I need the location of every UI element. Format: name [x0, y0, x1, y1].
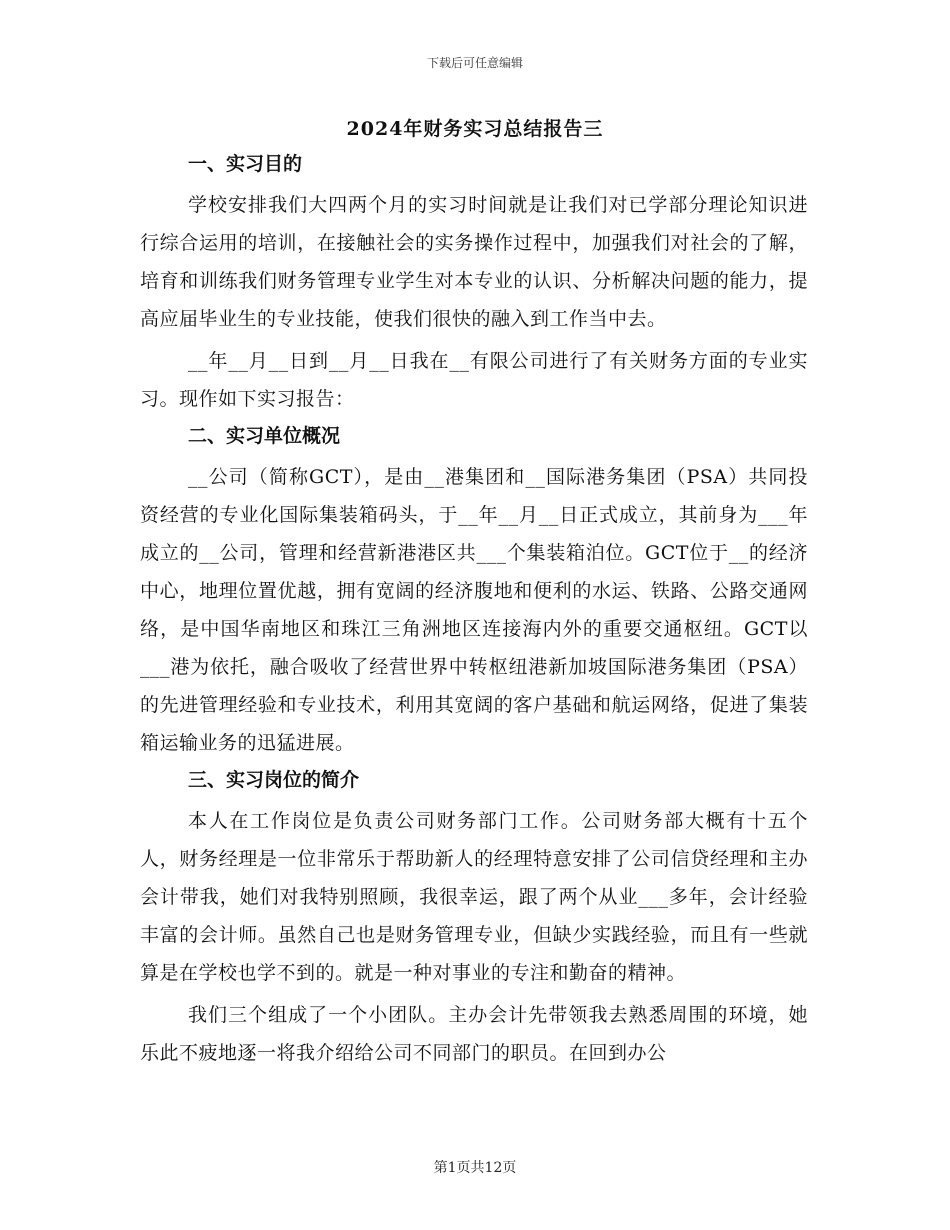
- section-heading-position: 三、实习岗位的简介: [188, 769, 360, 791]
- header-note: 下载后可任意编辑: [426, 56, 523, 70]
- paragraph: __公司（简称GCT），是由__港集团和__国际港务集团（PSA）共同投资经营的专业化国际集装箱码头，于__年__月__日正式成立，其前身为___年成立的__公司，管理和经营新港港区共___个集装箱泊位。GCT位于__的经济中心，地理位置优越，拥有宽阔的经济腹地和便利的水运、铁路、公路交通网络，是中国华南地区和珠江三角洲地区连接海内外的重要交通枢纽。GCT以___港为依托，融合吸收了经营世界中转枢纽港新加坡国际港务集团（PSA）的先进管理经验和专业技术，利用其宽阔的客户基础和航运网络，促进了集装箱运输业务的迅猛进展。: [140, 466, 808, 754]
- section-heading-company: 二、实习单位概况: [188, 425, 341, 447]
- paragraph: 我们三个组成了一个小团队。主办会计先带领我去熟悉周围的环境，她乐此不疲地逐一将我介绍给公司不同部门的职员。在回到办公: [140, 1004, 808, 1064]
- paragraph: __年__月__日到__月__日我在__有限公司进行了有关财务方面的专业实习。现作如下实习报告：: [140, 350, 808, 410]
- section-heading-purpose: 一、实习目的: [188, 153, 303, 175]
- paragraph: 学校安排我们大四两个月的实习时间就是让我们对已学部分理论知识进行综合运用的培训，在接触社会的实务操作过程中，加强我们对社会的了解，培育和训练我们财务管理专业学生对本专业的认识、分析解决问题的能力，提高应届毕业生的专业技能，使我们很快的融入到工作当中去。: [140, 194, 808, 330]
- document-title: 2024年财务实习总结报告三: [346, 118, 604, 140]
- paragraph: 本人在工作岗位是负责公司财务部门工作。公司财务部大概有十五个人，财务经理是一位非常乐于帮助新人的经理特意安排了公司信贷经理和主办会计带我，她们对我特别照顾，我很幸运，跟了两个从业___多年，会计经验丰富的会计师。虽然自己也是财务管理专业，但缺少实践经验，而且有一些就算是在学校也学不到的。就是一种对事业的专注和勤奋的精神。: [140, 810, 808, 984]
- page-number: 第1页共12页: [433, 1160, 517, 1176]
- document-body: [140, 150, 808, 1076]
